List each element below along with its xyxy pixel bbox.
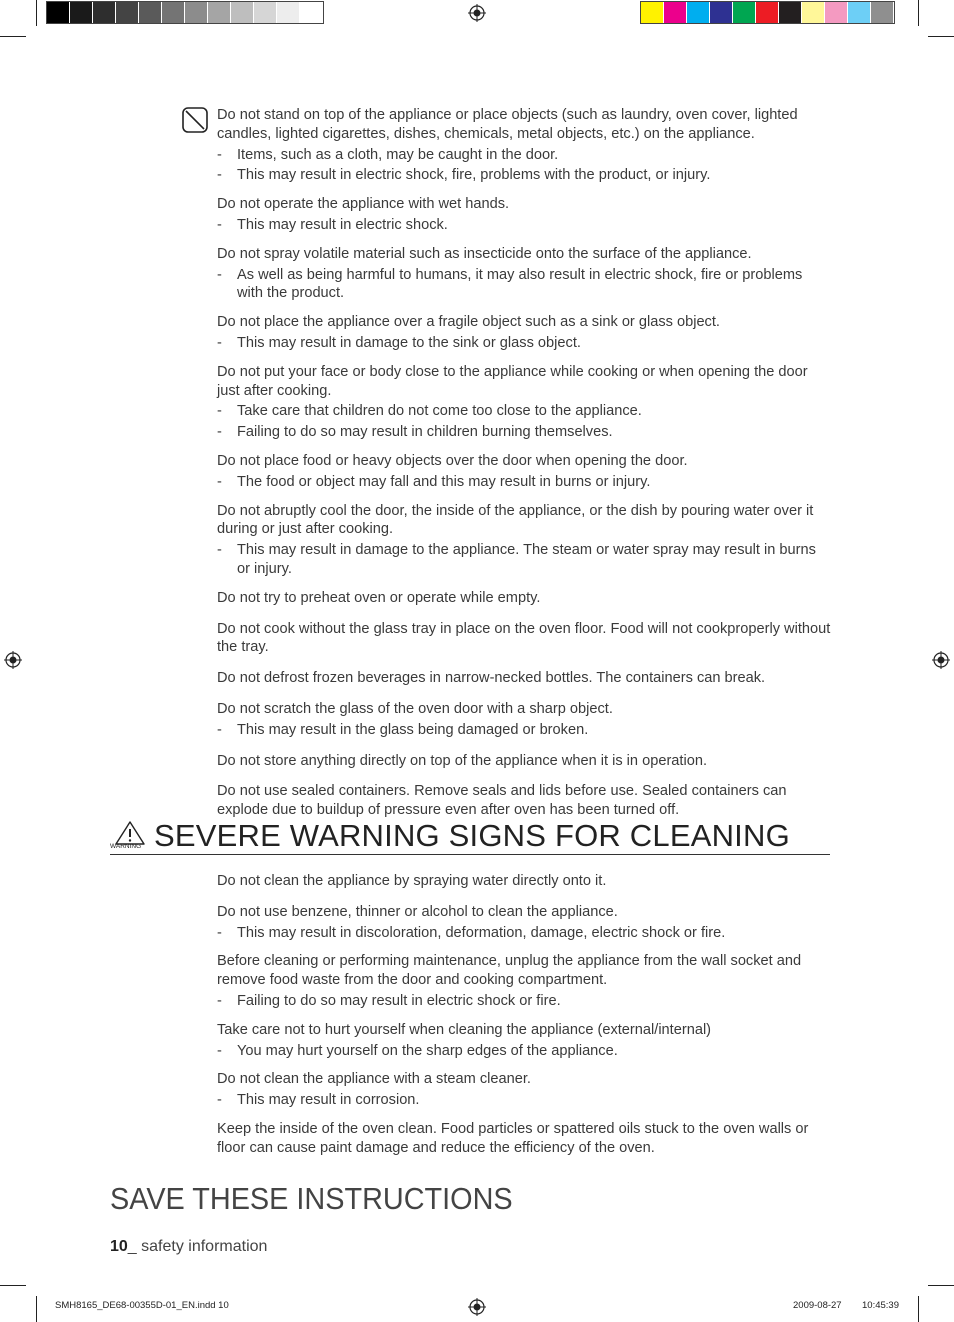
warning-consequence [217,473,832,492]
warning-statement: Before cleaning or performing maintenance, unplug the appliance from the wall socket and remove food waste from the door and cooking compartment. [217,953,802,989]
page-number: 10 [110,1238,128,1255]
bullet-dash: - [217,146,222,163]
slug-date: 2009-08-27 [793,1300,842,1311]
crop-mark [36,1296,37,1322]
color-swatch [779,2,802,23]
warning-statement: Do not scratch the glass of the oven door with a sharp object. [217,700,613,717]
bullet-dash: - [217,1042,222,1059]
process-color-bar [640,1,895,24]
footer-section-label: _ safety information [127,1238,268,1255]
bullet-dash: - [217,542,222,559]
color-swatch [710,2,733,23]
warning-statement: Do not try to preheat oven or operate while empty. [217,589,541,606]
bullet-text: This may result in damage to the sink or glass object. [237,334,581,351]
warning-statement: Do not use benzene, thinner or alcohol to clean the appliance. [217,903,618,920]
bullet-text: This may result in damage to the appliance. The steam or water spray may result in burns or injury. [237,542,816,577]
color-swatch [208,2,231,23]
color-swatch [139,2,162,23]
bullet-dash: - [217,1092,222,1109]
warning-statement: Take care not to hurt yourself when cleaning the appliance (external/internal) [217,1021,712,1038]
warning-consequence [217,541,832,579]
bullet-dash: - [217,992,222,1009]
cleaning-warnings-list [217,872,832,1158]
color-swatch [300,2,323,23]
color-swatch [825,2,848,23]
bullet-dash: - [217,924,222,941]
warning-statement: Do not use sealed containers. Remove seals and lids before use. Sealed containers can explode due to buildup of pressure even after oven has been turned off. [217,783,787,819]
section-title: SEVERE WARNING SIGNS FOR CLEANING [154,818,790,853]
color-swatch [254,2,277,23]
bullet-dash: - [217,334,222,351]
warnings-list [217,106,832,820]
color-swatch [802,2,825,23]
slug-time: 10:45:39 [862,1300,899,1311]
color-swatch [848,2,871,23]
grayscale-color-bar [46,1,324,24]
warning-consequence [217,721,832,740]
section-heading [110,818,830,855]
warning-statement: Do not stand on top of the appliance or place objects (such as laundry, oven cover, lighted candles, lighted cigarettes, dishes, chemicals, metal objects, etc.) on the appliance. [217,107,798,142]
bullet-text: This may result in the glass being damaged or broken. [237,721,589,738]
crop-mark [0,1285,26,1286]
warning-statement: Do not place food or heavy objects over the door when opening the door. [217,452,688,469]
color-swatch [231,2,254,23]
warning-consequence [217,402,832,421]
save-instructions-heading: SAVE THESE INSTRUCTIONS [110,1181,513,1216]
bullet-text: This may result in corrosion. [237,1092,420,1109]
warning-statement: Do not clean the appliance with a steam cleaner. [217,1071,531,1088]
color-swatch [687,2,710,23]
warning-caption: WARNING [110,843,142,850]
warning-consequence [217,924,832,943]
slug-file-info: SMH8165_DE68-00355D-01_EN.indd 10 [55,1300,229,1311]
warning-statement: Do not place the appliance over a fragile object such as a sink or glass object. [217,314,720,331]
bullet-text: This may result in electric shock, fire, problems with the product, or injury. [237,167,711,184]
crop-mark [918,0,919,26]
crop-mark [36,0,37,26]
warning-consequence [217,216,832,235]
crop-mark [928,36,954,37]
crop-mark [928,1285,954,1286]
color-swatch [116,2,139,23]
warning-statement: Do not put your face or body close to the appliance while cooking or when opening the door just after cooking. [217,363,808,399]
prohibition-icon [182,107,208,133]
warning-statement: Do not spray volatile material such as insecticide onto the surface of the appliance. [217,245,752,262]
crop-mark [918,1296,919,1322]
bullet-text: You may hurt yourself on the sharp edges of the appliance. [237,1042,618,1059]
warning-consequence [217,423,832,442]
registration-mark-icon [468,1298,486,1316]
warning-consequence [217,266,832,304]
bullet-dash: - [217,403,222,420]
warning-consequence [217,334,832,353]
bullet-text: Take care that children do not come too close to the appliance. [237,403,642,420]
color-swatch [185,2,208,23]
color-swatch [93,2,116,23]
page-footer [110,1238,267,1256]
warning-statement: Do not operate the appliance with wet hands. [217,196,510,213]
crop-mark [0,36,26,37]
color-swatch [756,2,779,23]
color-swatch [641,2,664,23]
bullet-dash: - [217,216,222,233]
registration-mark-icon [932,651,950,669]
warning-consequence [217,146,832,165]
bullet-text: Failing to do so may result in children burning themselves. [237,424,613,441]
bullet-dash: - [217,167,222,184]
color-swatch [277,2,300,23]
bullet-text: The food or object may fall and this may result in burns or injury. [237,473,651,490]
bullet-dash: - [217,721,222,738]
warning-consequence [217,1091,832,1110]
color-swatch [733,2,756,23]
bullet-dash: - [217,424,222,441]
bullet-text: As well as being harmful to humans, it may also result in electric shock, fire or problems with the product. [237,266,803,302]
color-swatch [162,2,185,23]
warning-consequence [217,992,832,1011]
registration-mark-icon [4,651,22,669]
warning-statement: Do not cook without the glass tray in place on the oven floor. Food will not cookproperly without the tray. [217,620,831,656]
warning-statement: Do not clean the appliance by spraying water directly onto it. [217,873,607,889]
warning-statement: Do not store anything directly on top of the appliance when it is in operation. [217,752,708,769]
warning-statement: Do not abruptly cool the door, the inside of the appliance, or the dish by pouring water over it during or just after cooking. [217,502,814,538]
warning-statement: Keep the inside of the oven clean. Food particles or spattered oils stuck to the oven walls or floor can cause paint damage and reduce the efficiency of the oven. [217,1120,809,1156]
warning-statement: Do not defrost frozen beverages in narrow-necked bottles. The containers can break. [217,670,766,687]
bullet-text: This may result in electric shock. [237,216,448,233]
warning-consequence [217,166,832,185]
registration-mark-icon [468,4,486,22]
bullet-text: Failing to do so may result in electric shock or fire. [237,992,561,1009]
color-swatch [70,2,93,23]
color-swatch [664,2,687,23]
color-swatch [47,2,70,23]
bullet-dash: - [217,266,222,283]
bullet-text: This may result in discoloration, deformation, damage, electric shock or fire. [237,924,726,941]
bullet-dash: - [217,473,222,490]
color-swatch [871,2,894,23]
warning-consequence [217,1042,832,1061]
bullet-text: Items, such as a cloth, may be caught in the door. [237,146,559,163]
